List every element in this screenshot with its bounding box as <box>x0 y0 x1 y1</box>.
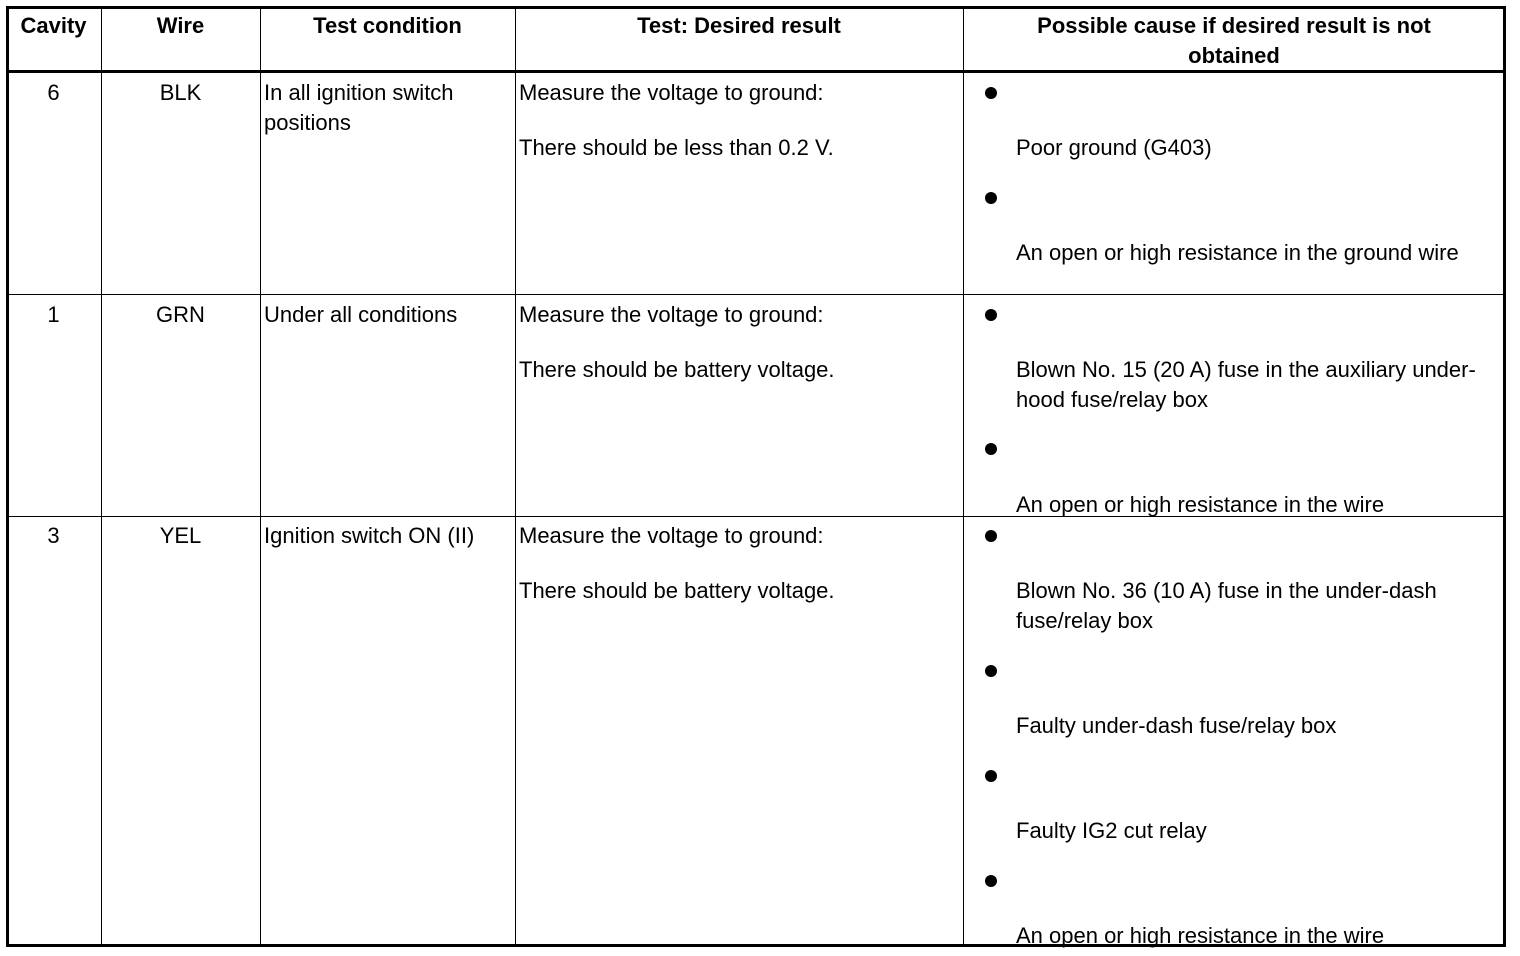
bullet-icon <box>985 530 997 542</box>
wire-cell: BLK <box>159 80 202 105</box>
condition-cell: Ignition switch ON (II) <box>264 523 475 548</box>
measure-text: Measure the voltage to ground: <box>519 523 824 548</box>
bullet-icon <box>985 875 997 887</box>
measure-text: Measure the voltage to ground: <box>519 302 824 327</box>
cause-item: An open or high resistance in the wire <box>1016 923 1385 948</box>
wire-cell: YEL <box>159 523 202 548</box>
expected-result-text: There should be less than 0.2 V. <box>519 135 834 160</box>
cause-item: Poor ground (G403) <box>1016 135 1212 160</box>
column-divider <box>963 6 964 947</box>
cause-item: Blown No. 36 (10 A) fuse in the under-dash fuse/relay box <box>1016 578 1443 633</box>
condition-cell: In all ignition switch positions <box>264 80 460 135</box>
cause-item: An open or high resistance in the wire <box>1016 492 1385 517</box>
cavity-cell: 1 <box>47 302 60 327</box>
cause-item: Faulty under-dash fuse/relay box <box>1016 713 1337 738</box>
header-wire: Wire <box>156 13 205 38</box>
cause-item: Blown No. 15 (20 A) fuse in the auxiliary under-hood fuse/relay box <box>1016 357 1476 412</box>
cause-item: Faulty IG2 cut relay <box>1016 818 1207 843</box>
header-desired-result: Test: Desired result <box>637 13 841 38</box>
condition-cell: Under all conditions <box>264 302 458 327</box>
column-divider <box>260 6 261 947</box>
expected-result-text: There should be battery voltage. <box>519 578 835 603</box>
bullet-icon <box>985 443 997 455</box>
cavity-cell: 3 <box>47 523 60 548</box>
expected-result-text: There should be battery voltage. <box>519 357 835 382</box>
cause-item: An open or high resistance in the ground wire <box>1016 240 1459 265</box>
header-cavity: Cavity <box>20 13 87 38</box>
bullet-icon <box>985 770 997 782</box>
bullet-icon <box>985 309 997 321</box>
header-test-condition: Test condition <box>313 13 462 38</box>
bullet-icon <box>985 665 997 677</box>
column-divider <box>101 6 102 947</box>
bullet-icon <box>985 192 997 204</box>
row-divider <box>6 294 1506 295</box>
bullet-icon <box>985 87 997 99</box>
header-possible-cause: Possible cause if desired result is not obtained <box>1037 13 1431 68</box>
measure-text: Measure the voltage to ground: <box>519 80 824 105</box>
column-divider <box>515 6 516 947</box>
wire-cell: GRN <box>156 302 205 327</box>
cavity-cell: 6 <box>47 80 60 105</box>
